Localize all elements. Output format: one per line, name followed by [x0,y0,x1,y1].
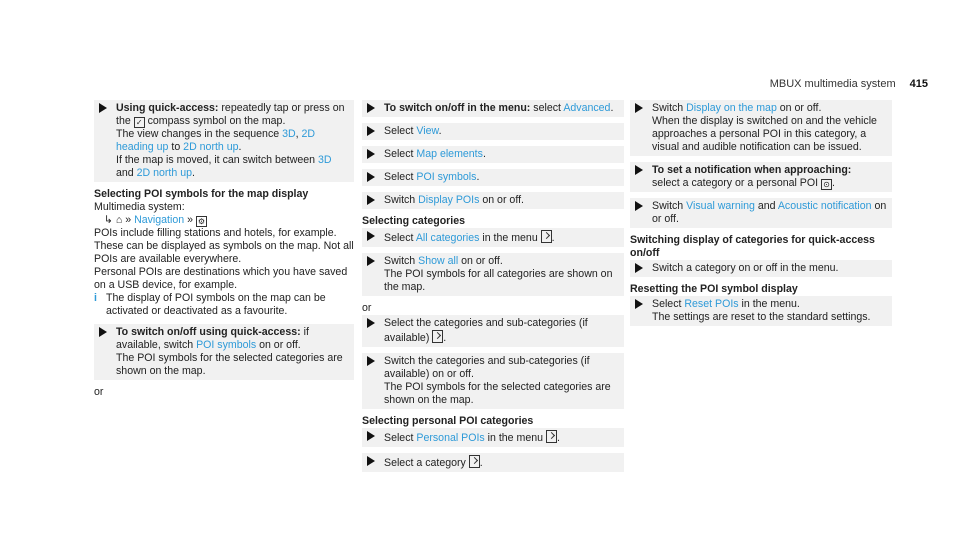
action-arrow-icon [367,172,375,182]
column-1 [94,100,354,399]
action-arrow-icon [367,126,375,136]
action-arrow-icon [99,103,107,113]
action-arrow-icon [367,431,375,441]
menu-path: ↳ ⌂ » Navigation » ⚙ [104,214,206,226]
action-arrow-icon [635,103,643,113]
compass-icon: ✓ [134,117,145,128]
chevron-right-icon [432,330,443,343]
info-icon: i [94,292,97,304]
action-arrow-icon [367,103,375,113]
section-heading: Switching display of categories for quick-access on/off [630,234,875,259]
step-display-pois: Switch Display POIs on or off. [362,192,624,209]
info-note: i The display of POI symbols on the map can be activated or deactivated as a favourite. [94,292,326,317]
or-text: or [94,386,104,398]
chevron-right-icon [541,230,552,243]
step-show-all: Switch Show all on or off. The POI symbols for all categories are shown on the map. [362,253,624,296]
step-warnings: Switch Visual warning and Acoustic notification on or off. [630,198,892,228]
paragraph: Personal POIs are destinations which you have saved on a USB device, for example. [94,266,348,291]
next-icon: » [125,214,132,226]
action-arrow-icon [367,456,375,466]
step-poi-symbols: Select POI symbols. [362,169,624,186]
step-select-categories: Select the categories and sub-categories (if available) . [362,315,624,347]
column-2 [362,100,624,478]
action-arrow-icon [367,318,375,328]
step-display-on-map: Switch Display on the map on or off. When the display is switched on and the vehicle approaches a personal POI in this category, a visual and audible notification can be issued. [630,100,892,156]
settings-icon: ⚙ [197,217,206,226]
path-arrow-icon: ↳ [104,214,113,226]
or-text: or [362,302,372,314]
action-arrow-icon [367,356,375,366]
action-arrow-icon [635,165,643,175]
action-arrow-icon [635,263,643,273]
section-heading: Resetting the POI symbol display [630,283,798,295]
chevron-right-icon [469,455,480,468]
section-heading: Selecting POI symbols for the map display [94,188,309,200]
step-menu: To switch on/off in the menu: select Advanced. [362,100,624,117]
step-switch-quick: To switch on/off using quick-access: if available, switch POI symbols on or off. The POI symbols for the selected categories are shown on the map. [94,324,354,380]
action-arrow-icon [99,327,107,337]
step-map-elements: Select Map elements. [362,146,624,163]
step-all-categories: Select All categories in the menu . [362,228,624,247]
action-arrow-icon [367,231,375,241]
poi-options-icon: ⊙ [821,179,832,190]
section-heading: Selecting categories [362,215,466,227]
action-arrow-icon [367,256,375,266]
chevron-right-icon [546,430,557,443]
column-3 [630,100,892,332]
step-reset-pois: Select Reset POIs in the menu. The settings are reset to the standard settings. [630,296,892,326]
action-arrow-icon [635,299,643,309]
page-header [770,78,928,91]
step-switch-category: Switch a category on or off in the menu. [630,260,892,277]
page-number: 415 [909,78,928,90]
step-view: Select View. [362,123,624,140]
step-select-category: Select a category . [362,453,624,472]
next-icon: » [187,214,193,226]
action-arrow-icon [367,149,375,159]
multimedia-label: Multimedia system: [94,201,185,213]
step-quick-access: Using quick-access: repeatedly tap or press on the ✓ compass symbol on the map. The view changes in the sequence 3D, 2D heading up to 2D north up. If the map is moved, it can switch between 3D and 2D north up. [94,100,354,182]
section-heading: Selecting personal POI categories [362,415,534,427]
header-title: MBUX multimedia system [769,78,896,90]
paragraph: POIs include filling stations and hotels, for example. These can be displayed as symbols on the map. Not all POIs are available everywhere. [94,227,354,265]
action-arrow-icon [635,201,643,211]
step-switch-categories: Switch the categories and sub-categories (if available) on or off. The POI symbols for the selected categories are shown on the map. [362,353,624,409]
step-personal-pois: Select Personal POIs in the menu . [362,428,624,447]
action-arrow-icon [367,195,375,205]
home-icon: ⌂ [115,214,123,226]
step-set-notification: To set a notification when approaching: select a category or a personal POI ⊙ . [630,162,892,192]
